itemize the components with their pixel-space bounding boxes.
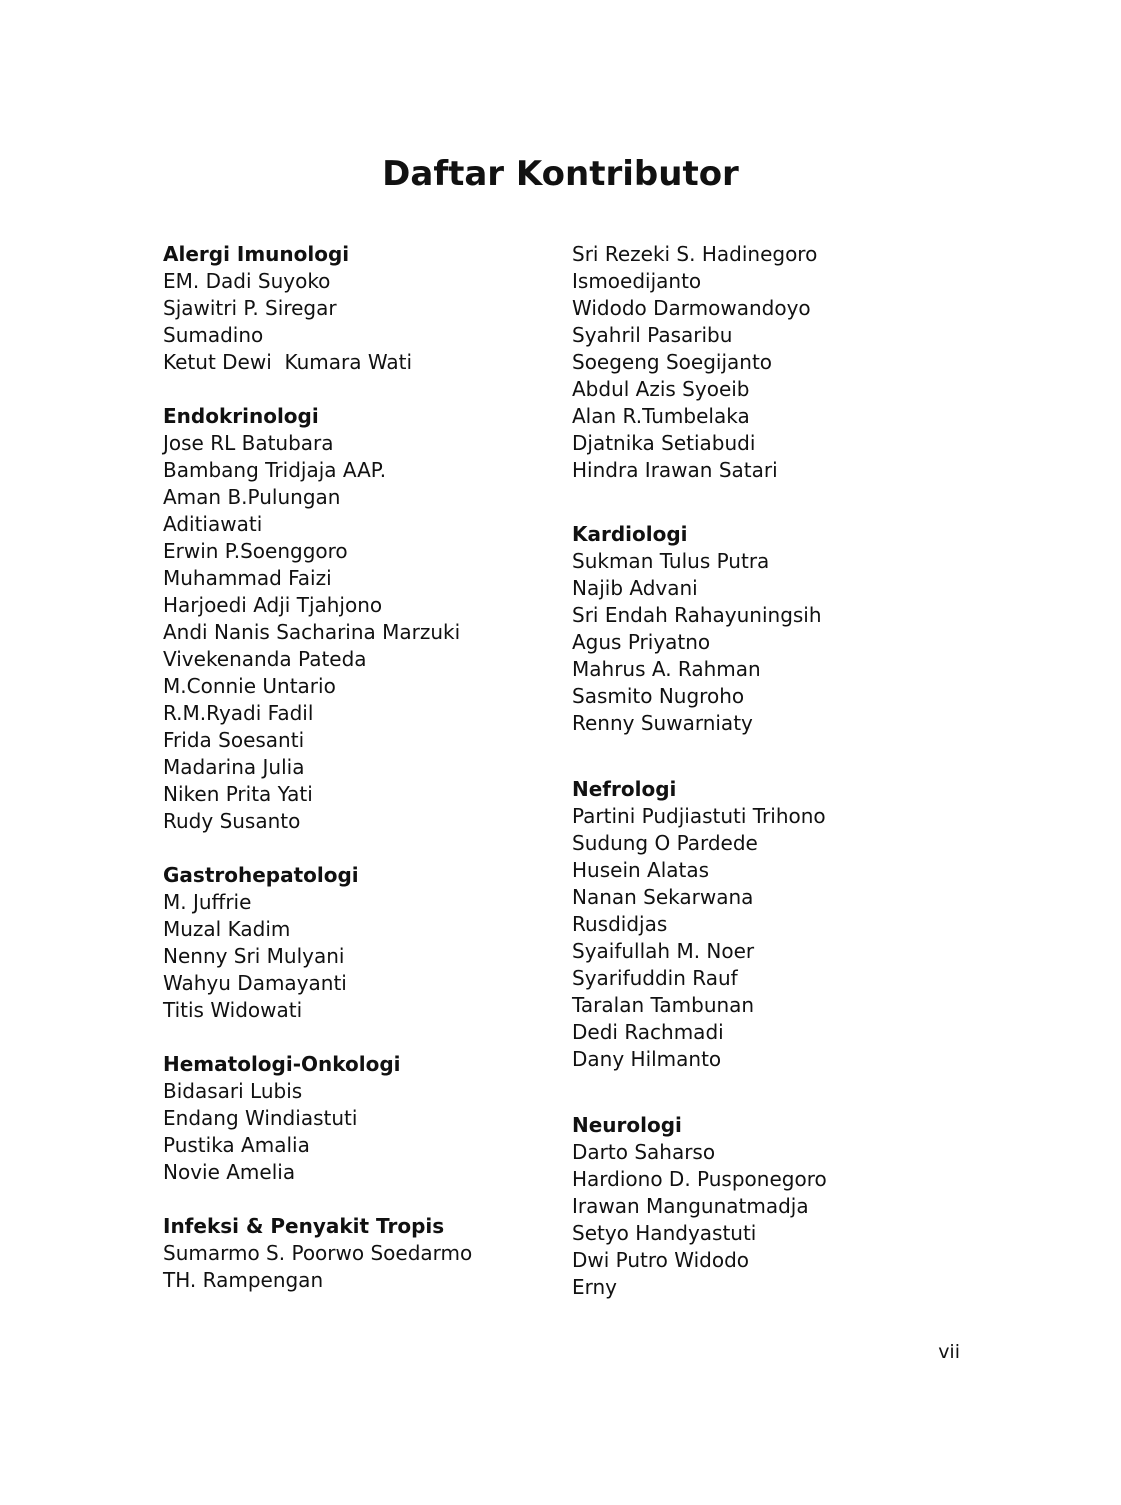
contributor-name: Nanan Sekarwana (572, 885, 754, 909)
contributor-name: Pustika Amalia (163, 1133, 310, 1157)
section-endokrinologi (163, 403, 583, 835)
contributor-name: Novie Amelia (163, 1160, 296, 1184)
contributor-name: Syahril Pasaribu (572, 323, 733, 347)
section-heading: Infeksi & Penyakit Tropis (163, 1214, 445, 1238)
left-column (163, 241, 583, 1321)
contributor-name: Sjawitri P. Siregar (163, 296, 337, 320)
contributor-name: Hindra Irawan Satari (572, 458, 778, 482)
section-nefrologi (572, 776, 992, 1073)
contributor-name: Dany Hilmanto (572, 1047, 722, 1071)
contributor-name: Muhammad Faizi (163, 566, 332, 590)
contributor-name: Harjoedi Adji Tjahjono (163, 593, 383, 617)
contributor-name: Jose RL Batubara (163, 431, 334, 455)
contributor-name: Wahyu Damayanti (163, 971, 347, 995)
contributor-name: Vivekenanda Pateda (163, 647, 367, 671)
contributor-name: EM. Dadi Suyoko (163, 269, 331, 293)
section-alergi-imunologi (163, 241, 583, 376)
contributor-name: Husein Alatas (572, 858, 710, 882)
contributor-name: R.M.Ryadi Fadil (163, 701, 314, 725)
contributor-name: Agus Priyatno (572, 630, 711, 654)
contributor-name: Dwi Putro Widodo (572, 1248, 750, 1272)
contributor-name: Taralan Tambunan (572, 993, 755, 1017)
contributor-name: Soegeng Soegijanto (572, 350, 773, 374)
contributor-name: Sri Endah Rahayuningsih (572, 603, 822, 627)
contributor-name: Bidasari Lubis (163, 1079, 303, 1103)
section-heading: Gastrohepatologi (163, 863, 359, 887)
contributor-name: Irawan Mangunatmadja (572, 1194, 809, 1218)
contributor-name: Erny (572, 1275, 618, 1299)
contributor-name: Najib Advani (572, 576, 698, 600)
contributor-name: Ismoedijanto (572, 269, 702, 293)
contributor-name: M. Juffrie (163, 890, 252, 914)
contributor-name: Dedi Rachmadi (572, 1020, 724, 1044)
contributor-name: Sukman Tulus Putra (572, 549, 770, 573)
section-hematologi-onkologi (163, 1051, 583, 1186)
contributor-name: Sasmito Nugroho (572, 684, 745, 708)
section-neurologi (572, 1112, 992, 1301)
page-title: Daftar Kontributor (382, 154, 739, 194)
section-heading: Nefrologi (572, 777, 677, 801)
contributor-name: Syaifullah M. Noer (572, 939, 755, 963)
contributor-name: Niken Prita Yati (163, 782, 313, 806)
contributor-name: Rudy Susanto (163, 809, 301, 833)
contributor-name: Erwin P.Soenggoro (163, 539, 348, 563)
contributor-name: Sri Rezeki S. Hadinegoro (572, 242, 818, 266)
contributor-name: Partini Pudjiastuti Trihono (572, 804, 826, 828)
contributor-name: Endang Windiastuti (163, 1106, 358, 1130)
section-heading: Endokrinologi (163, 404, 319, 428)
contributor-name: Widodo Darmowandoyo (572, 296, 811, 320)
right-column (572, 241, 992, 1328)
contributor-name: Aman B.Pulungan (163, 485, 341, 509)
contributor-name: Sumarmo S. Poorwo Soedarmo (163, 1241, 473, 1265)
contributor-name: Sumadino (163, 323, 264, 347)
contributor-name: Ketut Dewi Kumara Wati (163, 350, 412, 374)
contributor-name: Syarifuddin Rauf (572, 966, 738, 990)
section-heading: Hematologi-Onkologi (163, 1052, 401, 1076)
section-infeksi-continued (572, 241, 992, 484)
section-heading: Neurologi (572, 1113, 682, 1137)
section-infeksi-penyakit-tropis (163, 1213, 583, 1294)
contributor-name: Titis Widowati (163, 998, 303, 1022)
contributor-name: Rusdidjas (572, 912, 668, 936)
contributor-name: Djatnika Setiabudi (572, 431, 756, 455)
contributor-name: Andi Nanis Sacharina Marzuki (163, 620, 461, 644)
contributor-name: TH. Rampengan (163, 1268, 324, 1292)
contributor-name: Aditiawati (163, 512, 263, 536)
section-gastrohepatologi (163, 862, 583, 1024)
contributor-name: Darto Saharso (572, 1140, 716, 1164)
contributor-name: Mahrus A. Rahman (572, 657, 761, 681)
contributor-name: Bambang Tridjaja AAP. (163, 458, 387, 482)
contributor-name: Alan R.Tumbelaka (572, 404, 750, 428)
section-kardiologi (572, 521, 992, 737)
contributor-name: Renny Suwarniaty (572, 711, 753, 735)
contributor-name: M.Connie Untario (163, 674, 336, 698)
contributor-name: Sudung O Pardede (572, 831, 758, 855)
section-heading: Kardiologi (572, 522, 688, 546)
contributor-name: Madarina Julia (163, 755, 305, 779)
contributor-name: Nenny Sri Mulyani (163, 944, 345, 968)
page-number: vii (938, 1341, 960, 1363)
contributor-name: Muzal Kadim (163, 917, 291, 941)
contributor-name: Abdul Azis Syoeib (572, 377, 750, 401)
contributor-name: Hardiono D. Pusponegoro (572, 1167, 827, 1191)
contributor-name: Setyo Handyastuti (572, 1221, 757, 1245)
section-heading: Alergi Imunologi (163, 242, 350, 266)
contributor-name: Frida Soesanti (163, 728, 305, 752)
